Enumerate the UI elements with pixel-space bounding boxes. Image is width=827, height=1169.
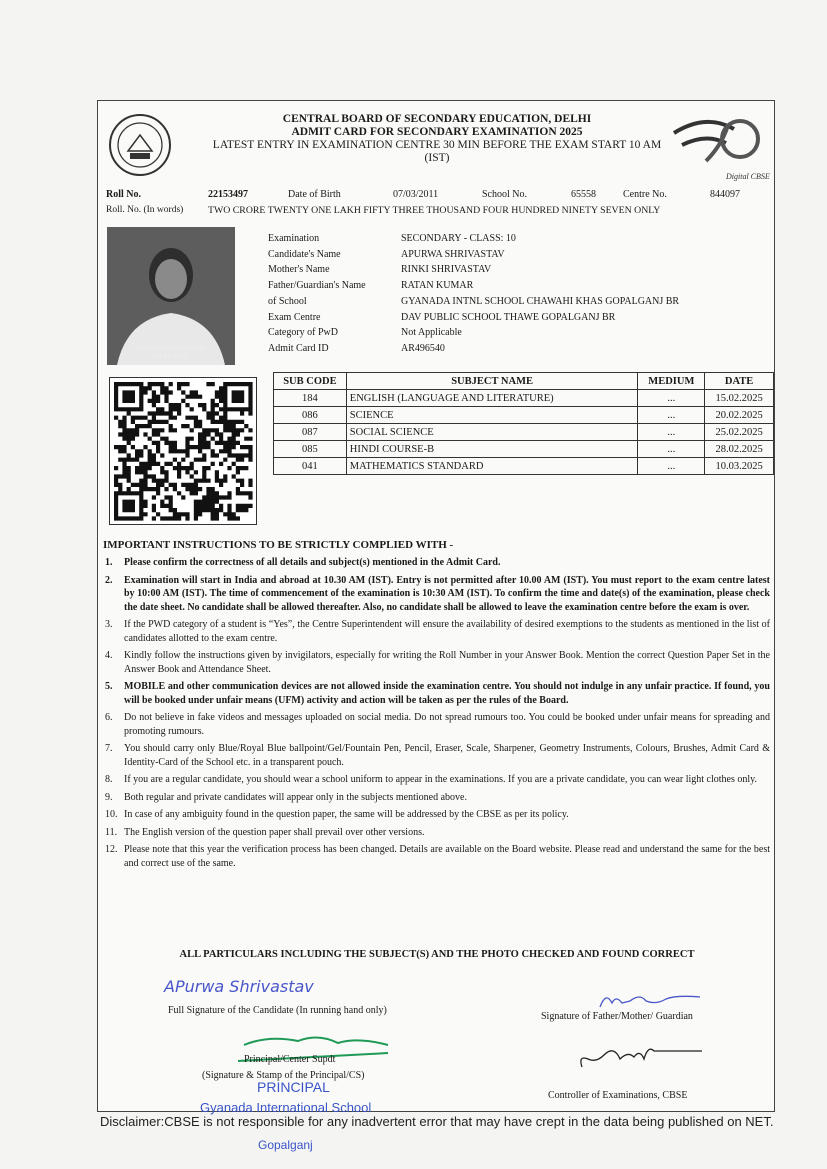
table-cell: ... — [638, 458, 705, 475]
detail-label: Admit Card ID — [268, 342, 329, 354]
instruction-text: If you are a regular candidate, you should wear a school uniform to appear in the examinations. If you are a private candidate, you can wear light clothes only. — [124, 774, 758, 785]
instruction-number: 3. — [105, 619, 113, 630]
table-row — [274, 458, 774, 475]
qr-code — [109, 377, 257, 525]
controller-label: Controller of Examinations, CBSE — [548, 1090, 688, 1101]
instruction-number: 2. — [105, 574, 113, 586]
instruction-text: In case of any ambiguity found in the question paper, the same will be addressed by the CBSE as per its policy. — [124, 809, 569, 820]
detail-value: RATAN KUMAR — [401, 280, 474, 292]
detail-label: Candidate's Name — [268, 248, 341, 260]
instruction-item — [103, 742, 770, 769]
table-cell: 184 — [274, 390, 347, 407]
table-cell: 085 — [274, 441, 347, 458]
detail-label: Examination — [268, 233, 320, 244]
table-cell: SCIENCE — [346, 407, 638, 424]
table-cell: MATHEMATICS STANDARD — [346, 458, 638, 475]
table-row — [274, 441, 774, 458]
stamp-city: Gopalganj — [258, 1138, 313, 1152]
instruction-item — [103, 773, 770, 787]
table-cell: ... — [638, 424, 705, 441]
instruction-item — [103, 826, 770, 840]
table-row — [274, 390, 774, 407]
table-cell: ENGLISH (LANGUAGE AND LITERATURE) — [346, 390, 638, 407]
stamp-principal: PRINCIPAL — [257, 1079, 330, 1095]
dob-label: Date of Birth — [288, 189, 341, 200]
instruction-text: MOBILE and other communication devices are not allowed inside the examination centre. You should not indulge in any unfair practice. If found, you will be booked under unfair means (UFM) activity and action will be taken as per the rules of the Board. — [124, 681, 770, 706]
stamp-school: Gyanada International School — [200, 1100, 372, 1115]
roll-words-label: Roll. No. (In words) — [106, 205, 184, 215]
school-no-label: School No. — [482, 189, 527, 200]
digital-cbse-logo-icon — [666, 111, 770, 183]
table-cell: HINDI COURSE-B — [346, 441, 638, 458]
instruction-number: 6. — [105, 712, 113, 723]
detail-label: Father/Guardian's Name — [268, 280, 366, 292]
disclaimer: Disclaimer:CBSE is not responsible for any inadvertent error that may have crept in the data being published on NET. — [100, 1114, 774, 1129]
instruction-number: 4. — [105, 650, 113, 661]
instruction-text: Examination will start in India and abroad at 10.30 AM (IST). Entry is not permitted after 10.00 AM (IST). You must report to the exam centre latest by 10:00 AM (IST). The time of commencement of the examination is 10:30 AM (IST). To confirm the time and date(s) of the examination, please check the date sheet. No candidate shall be allowed thereafter. Also, no candidate shall be allowed to leave the examination centre before the exam is over. — [124, 574, 770, 613]
centre-no-value: 844097 — [710, 189, 740, 200]
table-cell: 28.02.2025 — [705, 441, 774, 458]
instruction-item — [103, 808, 770, 822]
table-row — [274, 407, 774, 424]
admit-card — [97, 100, 775, 1112]
table-cell: 10.03.2025 — [705, 458, 774, 475]
table-cell: 15.02.2025 — [705, 390, 774, 407]
school-no-value: 65558 — [571, 189, 596, 200]
instruction-number: 12. — [105, 844, 118, 855]
candidate-photo — [107, 227, 235, 365]
detail-label: Mother's Name — [268, 264, 330, 276]
table-cell: ... — [638, 441, 705, 458]
instruction-text: Kindly follow the instructions given by invigilators, especially for writing the Roll Number in your Answer Book. Mention the correct Question Paper Set in the Answer Book and Attendance Sheet. — [124, 650, 770, 675]
instruction-item — [103, 649, 770, 676]
candidate-signature-label: Full Signature of the Candidate (In running hand only) — [168, 1005, 387, 1016]
detail-value: GYANADA INTNL SCHOOL CHAWAHI KHAS GOPALGANJ BR — [401, 295, 680, 307]
admit-card-title: ADMIT CARD FOR SECONDARY EXAMINATION 2025 — [291, 126, 583, 138]
dob-value: 07/03/2011 — [393, 189, 439, 200]
instruction-number: 10. — [105, 809, 118, 820]
instruction-number: 11. — [105, 826, 118, 838]
instruction-item — [103, 574, 770, 615]
controller-signature — [574, 1041, 704, 1075]
instruction-text: The English version of the question paper shall prevail over other versions. — [124, 826, 425, 838]
instruction-text: Both regular and private candidates will appear only in the subjects mentioned above. — [124, 791, 467, 803]
detail-value: APURWA SHRIVASTAV — [401, 248, 505, 260]
instruction-text: Please confirm the correctness of all details and subject(s) mentioned in the Admit Card. — [124, 557, 501, 568]
table-cell: 087 — [274, 424, 347, 441]
principal-stamp-label: (Signature & Stamp of the Principal/CS) — [202, 1070, 365, 1081]
qr-code-icon — [110, 378, 256, 524]
table-cell: 20.02.2025 — [705, 407, 774, 424]
table-cell: ... — [638, 407, 705, 424]
table-cell: ... — [638, 390, 705, 407]
instruction-text: You should carry only Blue/Royal Blue ballpoint/Gel/Fountain Pen, Pencil, Eraser, Scale, Sharpener, Geometry Instruments, Colours, Brushes, Admit Card & Identity-Card of the School etc. in a transparent pouch. — [124, 743, 770, 768]
instruction-text: Please note that this year the verification process has been changed. Details are available on the Board website. Please read and understand the same for the best and correct use of the same. — [124, 844, 770, 869]
instruction-number: 5. — [105, 681, 113, 692]
instruction-number: 1. — [105, 557, 113, 568]
centre-no-label: Centre No. — [623, 189, 667, 200]
instructions-title: IMPORTANT INSTRUCTIONS TO BE STRICTLY COMPLIED WITH - — [103, 539, 454, 551]
board-title: CENTRAL BOARD OF SECONDARY EDUCATION, DELHI — [282, 113, 592, 125]
entry-note-ist: (IST) — [424, 152, 450, 164]
table-cell: 25.02.2025 — [705, 424, 774, 441]
detail-value: RINKI SHRIVASTAV — [401, 264, 492, 276]
parent-signature-label: Signature of Father/Mother/ Guardian — [541, 1011, 693, 1022]
instruction-item — [103, 618, 770, 645]
instruction-item — [103, 791, 770, 805]
candidate-signature: APurwa Shrivastav — [164, 977, 314, 996]
confirmation-text: ALL PARTICULARS INCLUDING THE SUBJECT(S) AND THE PHOTO CHECKED AND FOUND CORRECT — [179, 949, 695, 960]
instruction-number: 7. — [105, 743, 113, 754]
detail-value: Not Applicable — [401, 327, 462, 339]
principal-label: Principal/Center Supdt — [244, 1054, 336, 1065]
instruction-text: Do not believe in fake videos and messages uploaded on social media. Do not spread rumours too. You could be booked under unfair means for spreading and promoting rumours. — [124, 712, 770, 737]
instructions-list — [103, 556, 770, 874]
table-cell: SOCIAL SCIENCE — [346, 424, 638, 441]
photo-caption-date: 24-06-2023 — [154, 353, 188, 360]
instruction-number: 9. — [105, 791, 113, 803]
parent-signature — [596, 989, 706, 1013]
detail-label: Category of PwD — [268, 327, 338, 339]
instruction-item — [103, 843, 770, 870]
detail-value: SECONDARY - CLASS: 10 — [401, 233, 516, 244]
entry-note: LATEST ENTRY IN EXAMINATION CENTRE 30 MIN BEFORE THE EXAM START 10 AM — [212, 139, 662, 151]
roll-words-value: TWO CRORE TWENTY ONE LAKH FIFTY THREE THOUSAND FOUR HUNDRED NINETY SEVEN ONLY — [208, 205, 661, 216]
photo-caption-name: APURWA SHRIVASTAV — [136, 345, 206, 352]
table-cell: 041 — [274, 458, 347, 475]
column-header: SUBJECT NAME — [346, 373, 638, 390]
instruction-number: 8. — [105, 774, 113, 785]
instruction-item — [103, 556, 770, 570]
detail-label: of School — [268, 295, 307, 307]
column-header: MEDIUM — [638, 373, 705, 390]
roll-label: Roll No. — [106, 189, 141, 200]
subjects-table — [273, 372, 774, 475]
logo-text: Digital CBSE — [726, 172, 770, 181]
detail-value: AR496540 — [401, 342, 445, 354]
table-row — [274, 424, 774, 441]
roll-value: 22153497 — [208, 189, 248, 200]
table-cell: 086 — [274, 407, 347, 424]
column-header: DATE — [705, 373, 774, 390]
detail-label: Exam Centre — [268, 311, 321, 323]
instruction-item — [103, 711, 770, 738]
instruction-item — [103, 680, 770, 707]
instruction-text: If the PWD category of a student is “Yes”, the Centre Superintendent will ensure the availability of desired exemptions to the students as mentioned in the list of candidates allotted to the exam centre. — [124, 619, 770, 644]
detail-value: DAV PUBLIC SCHOOL THAWE GOPALGANJ BR — [401, 311, 616, 323]
column-header: SUB CODE — [274, 373, 347, 390]
